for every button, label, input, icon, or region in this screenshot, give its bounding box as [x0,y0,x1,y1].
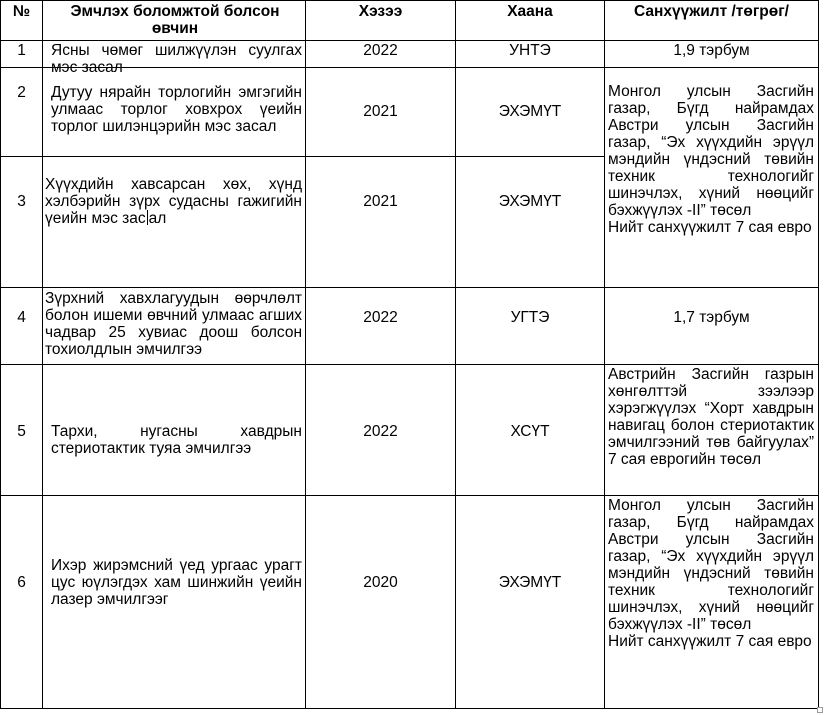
row-3-treatment-text-end: ал [148,210,167,227]
header-funding: Санхүүжилт /төгрөг/ [633,3,789,20]
row-4-no: 4 [17,309,26,326]
col-divider [818,0,819,709]
row-4-funding: 1,7 тэрбум [673,309,750,326]
row-2-where: ЭХЭМҮТ [498,103,562,120]
text-cursor [147,210,148,225]
row-6-funding [608,497,814,650]
row-6-year: 2020 [363,574,398,591]
funding-description: Монгол улсын Засгийн газар, Бүгд найрамдах Австри улсын Засгийн газар, “Эх хүүхдийн эрүүл мэндийн үндэсний төвийн техник технологийг шинэчлэх, хүний нөөцийг бэхжүүлэх -II” төсөл [608,83,814,219]
row-5-funding: Австрийн Засгийн газрын хөнгөлттэй зээлээр хэрэгжүүлэх “Хорт хавдрын навигац болон стериотактик эмчилгээний төв байгуулах” 7 сая еврогийн төсөл [608,366,814,468]
row-4-treatment: Зүрхний хавхлагуудын өөрчлөлт болон ишеми өвчний улмаас агших чадвар 25 хувиас доош болсон тохиолдлын эмчилгээ [45,290,302,358]
row-3-year: 2021 [363,193,398,210]
row-6-where: ЭХЭМҮТ [498,574,562,591]
row-3-no: 3 [17,193,26,210]
row-5-year: 2022 [363,423,398,440]
funding-total: Нийт санхүүжилт 7 сая евро [608,219,812,236]
table-border-bottom [0,708,819,709]
table-border-top [0,0,819,1]
col-divider [604,0,605,709]
row-2-no: 2 [17,84,26,101]
row-3-treatment-text: Хүүхдийн хавсарсан хөх, хүнд хэлбэрийн зүрх судасны гажигийн үеийн мэс зас [45,176,302,227]
row-divider [0,40,819,41]
row-2-treatment: Дутуу нярайн торлогийн эмгэгийн улмаас торлог ховхрох үеийн торлог шилэнцэрийн мэс засал [51,84,302,135]
row-divider [0,364,819,365]
row-3-where: ЭХЭМҮТ [498,193,562,210]
col-divider [0,0,1,709]
funding-description: Монгол улсын Засгийн газар, Бүгд найрамдах Австри улсын Засгийн газар, “Эх хүүхдийн эрүүл мэндийн үндэсний төвийн техник технологийг шинэчлэх, хүний нөөцийг бэхжүүлэх -II” төсөл [608,497,814,633]
row-4-year: 2022 [363,309,398,326]
row-1-where: УНТЭ [509,42,551,59]
row-5-treatment: Тархи, нугасны хавдрын стериотактик туяа эмчилгээ [51,423,302,457]
row-6-treatment: Ихэр жирэмсний үед ургаас урагт цус юүлэгдэх хам шинжийн үеийн лазер эмчилгээг [51,557,302,608]
row-5-no: 5 [17,423,26,440]
row-2-year: 2021 [363,103,398,120]
header-no: № [12,3,31,20]
table-resize-handle[interactable] [817,707,823,713]
row-divider [0,495,819,496]
header-treatment: Эмчлэх боломжтой болсон өвчин [70,3,280,37]
row-divider [0,287,819,288]
row-3-treatment[interactable] [45,176,302,227]
col-divider [42,0,43,709]
row-5-where: ХСҮТ [510,423,550,440]
header-where: Хаана [507,3,553,20]
row-6-no: 6 [17,574,26,591]
funding-total: Нийт санхүүжилт 7 сая евро [608,633,812,650]
row-divider [0,156,604,157]
rows-2-3-funding [608,83,814,236]
row-1-funding: 1,9 тэрбум [673,42,750,59]
row-1-no: 1 [17,42,26,59]
header-year: Хэзээ [358,3,403,20]
row-1-treatment: Ясны чөмөг шилжүүлэн суулгах мэс засал [51,42,302,76]
row-4-where: УГТЭ [510,309,550,326]
row-1-year: 2022 [363,42,398,59]
